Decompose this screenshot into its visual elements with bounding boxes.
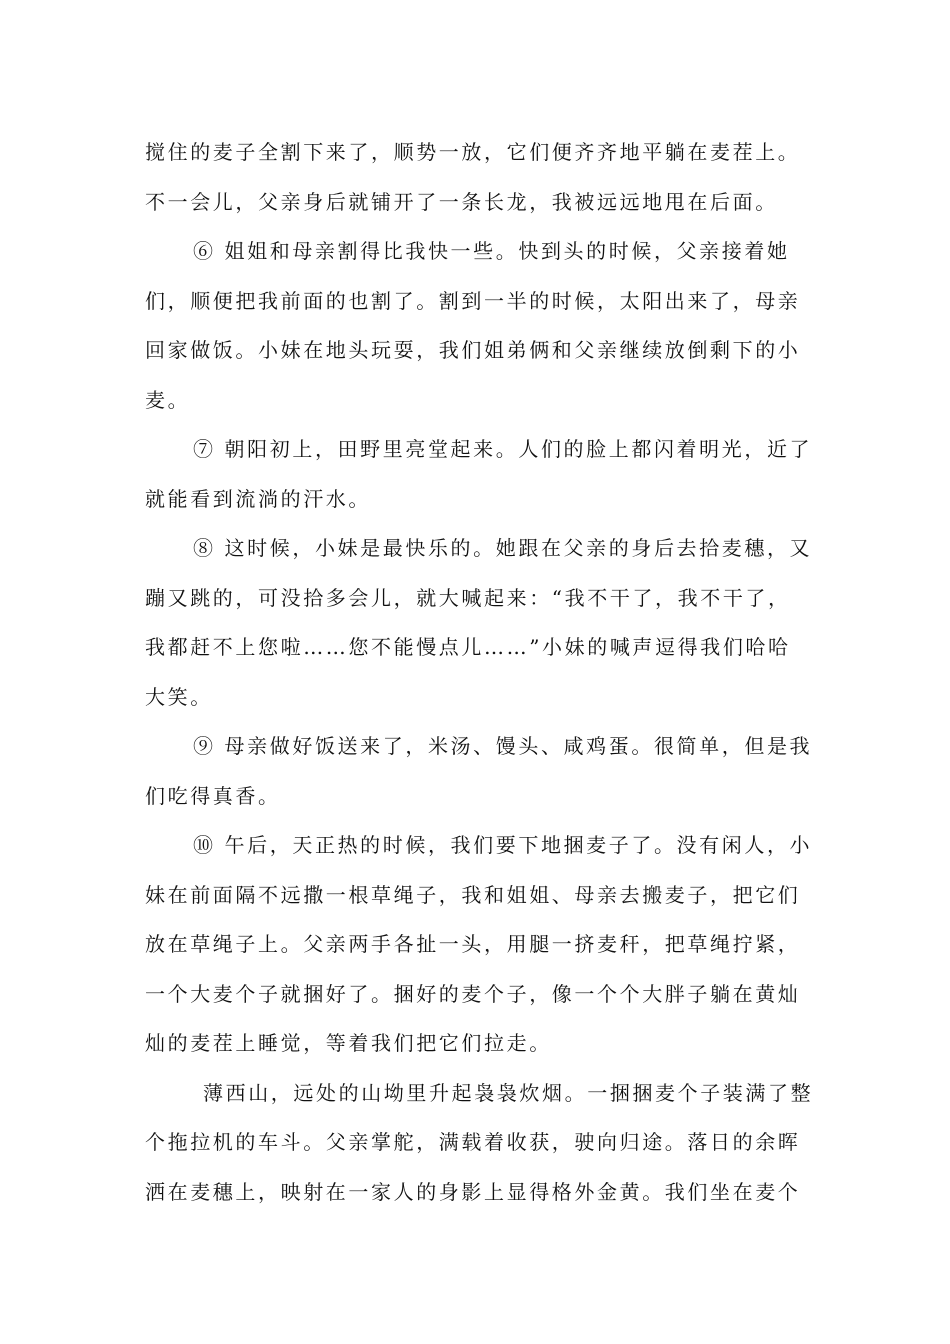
text-line: 个拖拉机的车斗。父亲掌舵，满载着收获，驶向归途。落日的余晖 [145, 1130, 801, 1154]
text-line: 回家做饭。小妹在地头玩耍，我们姐弟俩和父亲继续放倒剩下的小 [145, 338, 801, 362]
paragraph-11-start: 薄西山，远处的山坳里升起袅袅炊烟。一捆捆麦个子装满了整 [203, 1080, 814, 1105]
text-line: 我都赶不上您啦……您不能慢点儿……”小妹的喊声逗得我们哈哈 [145, 635, 791, 659]
text-line: 灿的麦茬上睡觉，等着我们把它们拉走。 [145, 1031, 552, 1055]
text-line: 大笑。 [145, 684, 213, 709]
text-line: 们吃得真香。 [145, 783, 281, 808]
paragraph-10-start: ⑩ 午后，天正热的时候，我们要下地捆麦子了。没有闲人，小 [193, 833, 813, 857]
text-line: 不一会儿，父亲身后就铺开了一条长龙，我被远远地甩在后面。 [145, 189, 778, 214]
text-line: 搅住的麦子全割下来了，顺势一放，它们便齐齐地平躺在麦茬上。 [145, 140, 801, 164]
paragraph-6-start: ⑥ 姐姐和母亲割得比我快一些。快到头的时候，父亲接着她 [193, 239, 790, 263]
text-line: 麦。 [145, 387, 191, 412]
paragraph-9-start: ⑨ 母亲做好饭送来了，米汤、馒头、咸鸡蛋。很简单，但是我 [193, 734, 813, 758]
text-line: 洒在麦穗上，映射在一家人的身影上显得格外金黄。我们坐在麦个 [145, 1179, 801, 1204]
text-line: 放在草绳子上。父亲两手各扯一头，用腿一挤麦秆，把草绳拧紧， [145, 932, 801, 956]
text-line: 蹦又跳的，可没拾多会儿，就大喊起来：“我不干了，我不干了， [145, 585, 791, 610]
text-line: 妹在前面隔不远撒一根草绳子，我和姐姐、母亲去搬麦子，把它们 [145, 882, 801, 907]
text-line: 就能看到流淌的汗水。 [145, 486, 371, 511]
text-line: 们，顺便把我前面的也割了。割到一半的时候，太阳出来了，母亲 [145, 288, 801, 313]
text-line: 一个大麦个子就捆好了。捆好的麦个子，像一个个大胖子躺在黄灿 [145, 981, 801, 1006]
body-text [145, 128, 814, 1217]
paragraph-7-start: ⑦ 朝阳初上，田野里亮堂起来。人们的脸上都闪着明光，近了 [193, 437, 813, 461]
paragraph-8-start: ⑧ 这时候，小妹是最快乐的。她跟在父亲的身后去拾麦穗，又 [193, 536, 813, 560]
